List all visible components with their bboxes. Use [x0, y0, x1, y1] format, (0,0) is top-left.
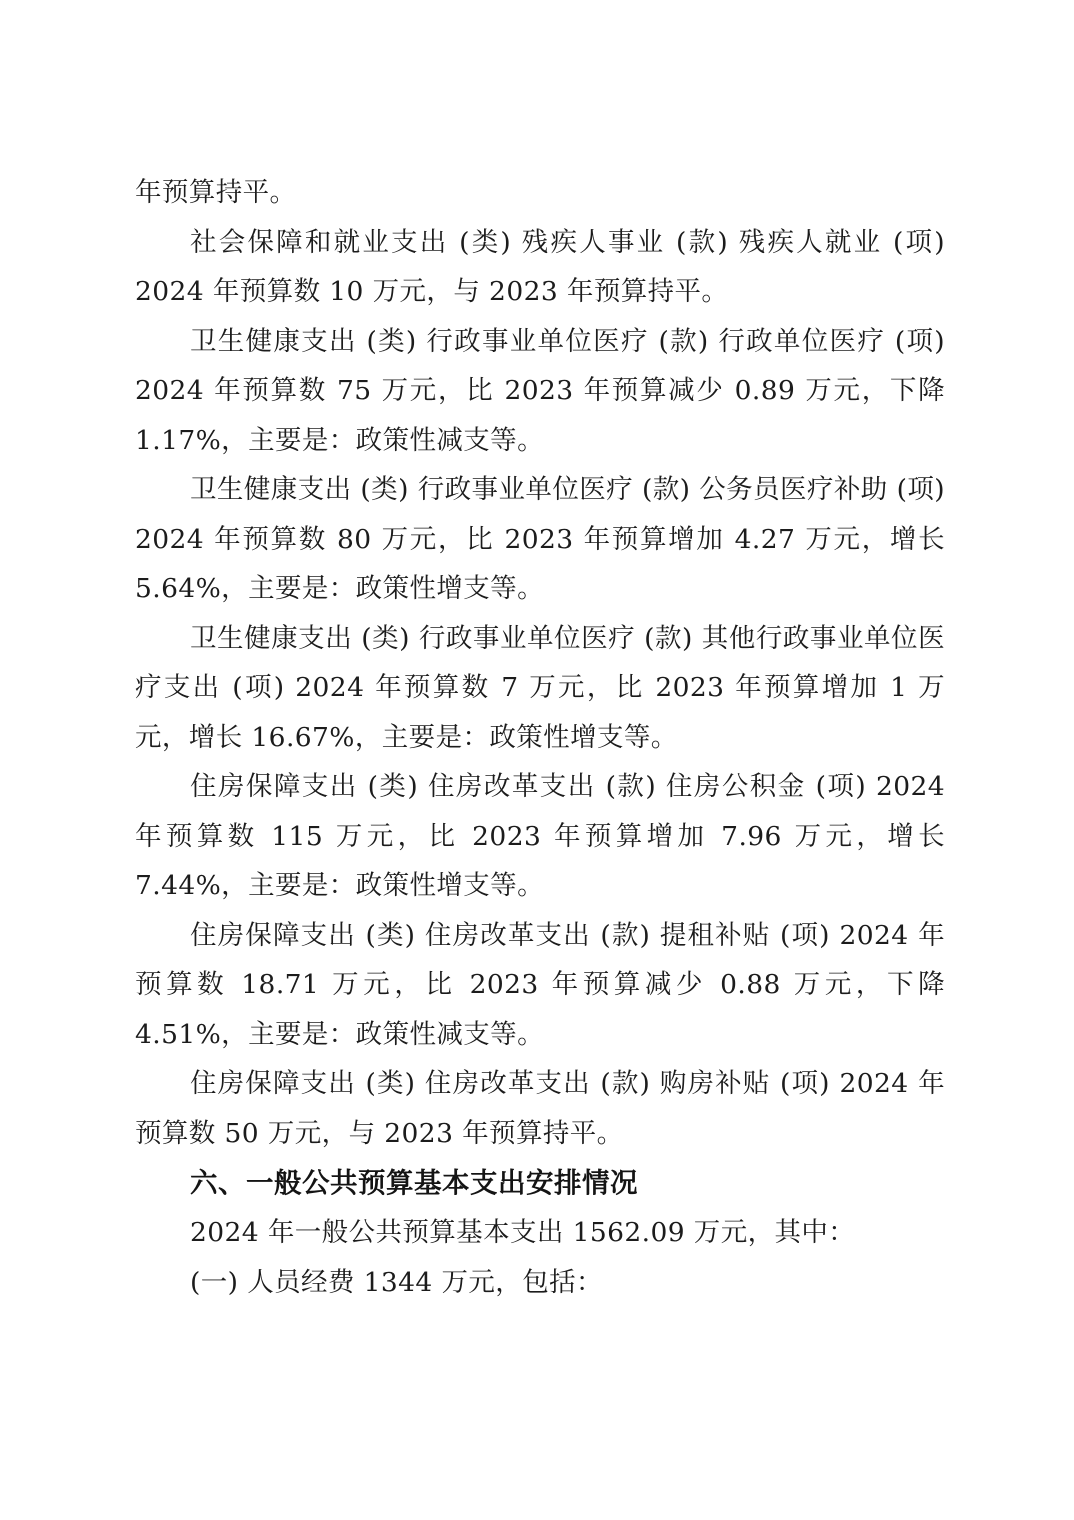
paragraph-housing-purchase-subsidy: 住房保障支出 (类) 住房改革支出 (款) 购房补贴 (项) 2024 年预算数 50 万元，与 2023 年预算持平。: [135, 1068, 945, 1149]
paragraph-health-civil-servant-medical-subsidy: 卫生健康支出 (类) 行政事业单位医疗 (款) 公务员医疗补助 (项) 2024 年预算数 80 万元，比 2023 年预算增加 4.27 万元，增长 5.64%，主要是：政策性增支等。: [135, 474, 945, 604]
paragraph-continuation: 年预算持平。: [135, 177, 297, 208]
document-body: [135, 168, 945, 1307]
paragraph-personnel-expense: (一) 人员经费 1344 万元，包括：: [190, 1266, 603, 1298]
paragraph-basic-expenditure-total: 2024 年一般公共预算基本支出 1562.09 万元，其中：: [190, 1217, 856, 1248]
paragraph-social-security-disability-employment: 社会保障和就业支出 (类) 残疾人事业 (款) 残疾人就业 (项) 2024 年预算数 10 万元，与 2023 年预算持平。: [135, 226, 945, 307]
paragraph-health-admin-unit-medical: 卫生健康支出 (类) 行政事业单位医疗 (款) 行政单位医疗 (项) 2024 年预算数 75 万元，比 2023 年预算减少 0.89 万元，下降 1.17%，主要是：政策性减支等。: [135, 325, 945, 456]
section-heading-basic-expenditure: 六、一般公共预算基本支出安排情况: [190, 1167, 638, 1199]
paragraph-health-other-admin-unit-medical: 卫生健康支出 (类) 行政事业单位医疗 (款) 其他行政事业单位医疗支出 (项) 2024 年预算数 7 万元，比 2023 年预算增加 1 万元，增长 16.67%，主要是：政策性增支等。: [135, 622, 945, 753]
paragraph-housing-rent-subsidy: 住房保障支出 (类) 住房改革支出 (款) 提租补贴 (项) 2024 年预算数 18.71 万元，比 2023 年预算减少 0.88 万元，下降 4.51%，主要是：政策性减支等。: [135, 919, 945, 1050]
paragraph-housing-provident-fund: 住房保障支出 (类) 住房改革支出 (款) 住房公积金 (项) 2024 年预算数 115 万元，比 2023 年预算增加 7.96 万元，增长 7.44%，主要是：政策性增支等。: [135, 771, 945, 901]
